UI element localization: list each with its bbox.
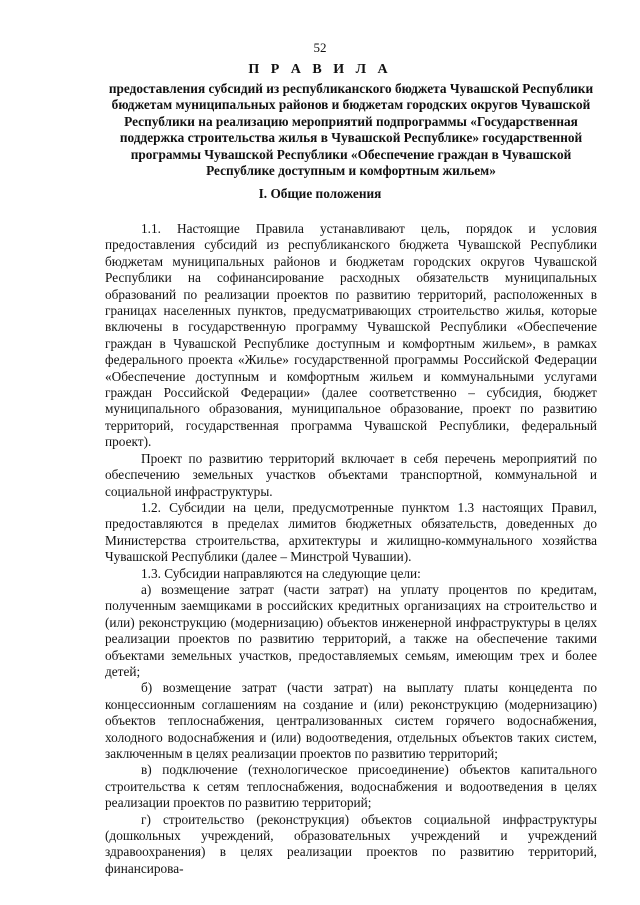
page-number: 52 <box>313 40 327 55</box>
paragraph-1-2: 1.2. Субсидии на цели, предусмотренные пунктом 1.3 настоящих Правил, предоставляются в пределах лимитов бюджетных обязательств, доведенных до Министерства строительства, архитектуры и жилищно-коммунального хозяйства Чувашской Республики (далее – Минстрой Чувашии). <box>105 499 597 565</box>
paragraph-project-scope: Проект по развитию территорий включает в себя перечень мероприятий по обеспечению земельных участков объектами транспортной, коммунальной и социальной инфраструктуры. <box>105 450 597 499</box>
paragraph-item-g: г) строительство (реконструкция) объектов социальной инфраструктуры (дошкольных учреждений, образовательных учреждений и учреждений здравоохранения) в целях реализации проектов по развитию территорий, финансирова- <box>105 811 597 876</box>
section-heading: I. Общие положения <box>258 186 382 201</box>
paragraph-1-1: 1.1. Настоящие Правила устанавливают цель, порядок и условия предоставления субсидий из республиканского бюджета Чувашской Республики бюджетам муниципальных районов и бюджетам городских округов Чувашской Республики на софинансирование расходных обязательств муниципальных образований по реализации проектов по развитию территорий, расположенных в границах населенных пунктов, предусматривающих строительство жилья, которые включены в государственную программу Чувашской Республики «Обеспечение граждан в Чувашской Республике доступным и комфортным жильем», в рамках федерального проекта «Жилье» государственной программы Российской Федерации «Обеспечение доступным и комфортным жильем и коммунальными услугами граждан Российской Федерации» (далее соответственно – субсидия, бюджет муниципального образования, муниципальное образование, проект по развитию территорий, государственная программа Чувашской Республики, федеральный проект). <box>105 221 597 450</box>
paragraph-item-b: б) возмещение затрат (части затрат) на выплату платы концедента по концессионным соглашениям на создание и (или) реконструкцию (модернизацию) объектов теплоснабжения, централизованных систем горячего водоснабжения, холодного водоснабжения и (или) водоотведения, отдельных объектов таких систем, заключенным в целях реализации проектов по развитию территорий; <box>105 680 597 761</box>
paragraph-item-v: в) подключение (технологическое присоединение) объектов капитального строительства к сетям теплоснабжения, водоснабжения и водоотведения в целях реализации проектов по развитию территорий; <box>105 762 597 811</box>
paragraph-1-3: 1.3. Субсидии направляются на следующие цели: <box>141 565 421 581</box>
document-title: П Р А В И Л А <box>248 62 392 77</box>
document-body <box>105 221 597 877</box>
paragraph-item-a: а) возмещение затрат (части затрат) на уплату процентов по кредитам, полученным заемщиками в российских кредитных организациях на строительство и (или) реконструкцию (модернизацию) объектов инженерной инфраструктуры в целях реализации проектов по развитию территорий, а также на обеспечение такими объектами земельных участков, предоставляемых семьям, имеющим трех и более детей; <box>105 581 597 679</box>
document-subtitle: предоставления субсидий из республиканского бюджета Чувашской Республики бюджетам муниципальных районов и бюджетам городских округов Чувашской Республики на реализацию мероприятий подпрограммы «Государственная поддержка строительства жилья в Чувашской Республике» государственной программы Чувашской Республики «Обеспечение граждан в Чувашской Республике доступным и комфортным жильем» <box>108 81 594 179</box>
